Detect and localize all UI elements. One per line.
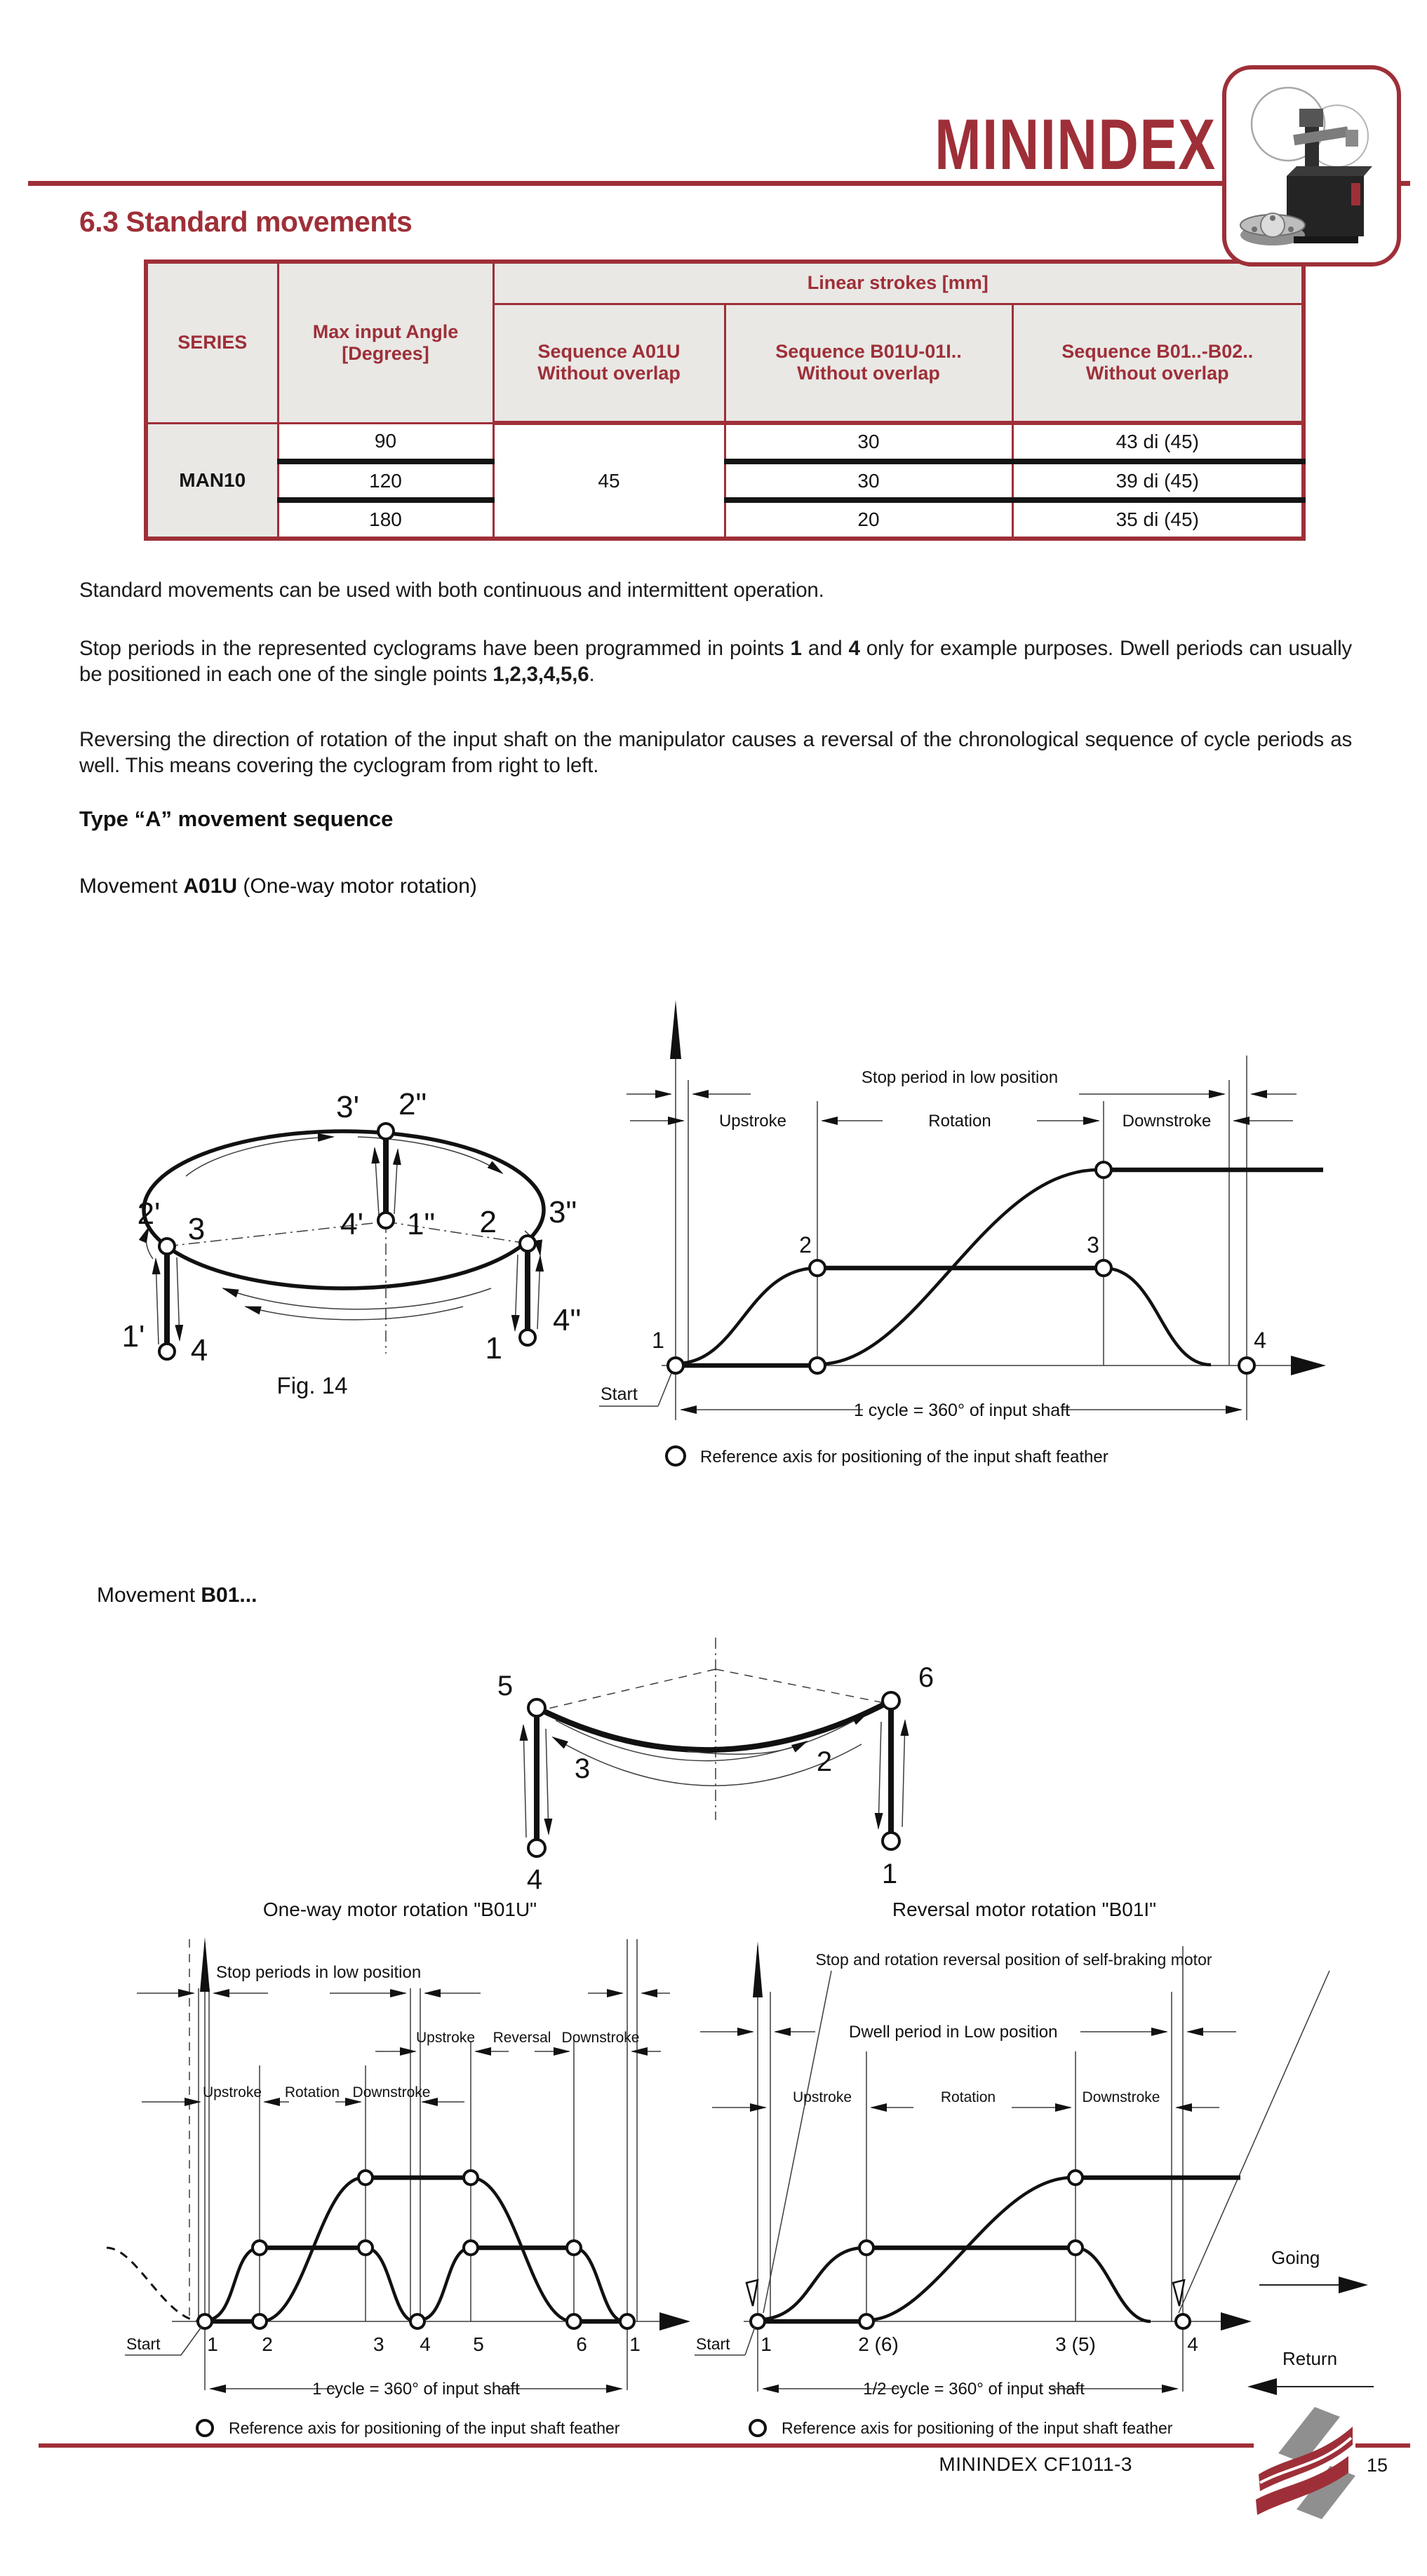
reference-axis-legend: Reference axis for positioning of the input shaft feather: [700, 1448, 1108, 1466]
upstroke-label: Upstroke: [718, 1112, 787, 1131]
fig14-label-4prime: 4': [340, 1207, 363, 1241]
col-header-b01-b02: Sequence B01..-B02.. Without overlap: [1012, 304, 1304, 423]
table-row: 180 20 35 di (45): [146, 500, 1304, 539]
point-4: 4: [420, 2333, 431, 2355]
col-header-series: SERIES: [146, 262, 278, 423]
downstroke-label: Downstroke: [1082, 2089, 1160, 2105]
movement-b01-line: Movement B01...: [97, 1584, 257, 1607]
indexing-machine-photo: [1226, 69, 1388, 254]
stop-periods-label: Stop periods in low position: [216, 1963, 422, 1982]
point-4: 4: [1187, 2333, 1198, 2355]
figb-label-6: 6: [918, 1662, 934, 1693]
col-header-a01u: Sequence A01U Without overlap: [493, 304, 725, 423]
figb-label-3: 3: [574, 1753, 591, 1784]
point-3: 3: [1087, 1232, 1099, 1257]
footer-rule: [39, 2443, 1254, 2448]
fig14-label-4dprime: 4": [553, 1303, 582, 1337]
downstroke-label: Downstroke: [352, 2084, 431, 2100]
product-photo-frame: [1222, 65, 1401, 267]
return-label: Return: [1282, 2348, 1338, 2369]
fig14-caption: Fig. 14: [276, 1373, 348, 1398]
fig14-label-1dprime: 1": [407, 1207, 436, 1241]
fig14-label-2: 2: [479, 1205, 497, 1239]
point-2-6: 2 (6): [858, 2333, 899, 2355]
b01u-cyclogram: [98, 1894, 744, 2455]
b01-swing-diagram: [477, 1631, 954, 1904]
point-6: 6: [576, 2333, 587, 2355]
paragraph-intro: Standard movements can be used with both continuous and intermittent operation.: [79, 578, 824, 602]
stop-period-label: Stop period in low position: [861, 1068, 1059, 1087]
fig14-label-2prime: 2': [137, 1196, 161, 1231]
downstroke2-label: Downstroke: [561, 2030, 640, 2046]
standard-movements-table: [144, 259, 1306, 541]
fig14-label-3: 3: [187, 1212, 206, 1246]
a01u-merged-cell: 45: [493, 423, 725, 539]
fig14-label-2dprime: 2": [398, 1087, 427, 1121]
rotation-label: Rotation: [928, 1112, 991, 1131]
point-5: 5: [473, 2333, 484, 2355]
downstroke-label: Downstroke: [1122, 1112, 1212, 1131]
horizontal-axis-arrow-icon: [1291, 1356, 1326, 1375]
return-arrow-icon: [1247, 2378, 1277, 2395]
table-row: MAN10 90 45 30 43 di (45): [146, 423, 1304, 461]
start-label: Start: [696, 2335, 730, 2353]
vertical-axis-arrow-icon: [670, 1000, 681, 1059]
stop-reversal-label: Stop and rotation reversal position of self-braking motor: [815, 1950, 1212, 1969]
horizontal-axis-arrow-icon: [1221, 2312, 1252, 2331]
b01i-title: Reversal motor rotation "B01I": [892, 1899, 1157, 1920]
vertical-axis-arrow-icon: [200, 1937, 210, 1992]
start-label: Start: [126, 2335, 161, 2353]
table-row: 120 30 39 di (45): [146, 461, 1304, 500]
half-cycle-dimension-label: 1/2 cycle = 360° of input shaft: [863, 2380, 1085, 2399]
figb-label-1: 1: [881, 1859, 898, 1889]
svg-text:3: 3: [373, 2333, 384, 2355]
point-3-5: 3 (5): [1055, 2333, 1096, 2355]
company-logo-icon: [1253, 2407, 1358, 2521]
paragraph-stop-periods: Stop periods in the represented cyclograms have been programmed in points 1 and 4 only for example purposes. Dwell periods can usually be positioned in each one of the single points 1,2,3,4,5,6.: [79, 636, 1352, 686]
footer-doc-code: MININDEX CF1011-3: [939, 2453, 1132, 2475]
movement-a01u-line: Movement A01U (One-way motor rotation): [79, 875, 477, 898]
fig14-label-3prime: 3': [336, 1090, 359, 1124]
going-arrow-icon: [1339, 2277, 1368, 2293]
reference-axis-legend: Reference axis for positioning of the input shaft feather: [229, 2419, 620, 2437]
vertical-axis-arrow-icon: [753, 1941, 763, 1997]
reversal-label: Reversal: [493, 2030, 551, 2046]
fig14-label-4: 4: [190, 1333, 208, 1368]
cycle-dimension-label: 1 cycle = 360° of input shaft: [312, 2380, 520, 2399]
a01u-cyclogram: [588, 989, 1423, 1480]
rotation-label: Rotation: [284, 2084, 340, 2100]
paragraph-reversing: Reversing the direction of rotation of the input shaft on the manipulator causes a reversal of the chronological sequence of cycle periods as well. This means covering the cyclogram from right to left.: [79, 727, 1352, 777]
b01u-title: One-way motor rotation "B01U": [262, 1899, 537, 1920]
point-1: 1: [207, 2333, 218, 2355]
fig14-label-1prime: 1': [121, 1319, 145, 1354]
figb-label-5: 5: [497, 1671, 514, 1701]
footer-page-number: 15: [1367, 2455, 1388, 2476]
fig14-rotary-table-diagram: [112, 1084, 603, 1448]
col-header-angle: Max input Angle [Degrees]: [278, 262, 493, 423]
col-header-b01u: Sequence B01U-01I.. Without overlap: [725, 304, 1012, 423]
point-1-end: 1: [629, 2333, 641, 2355]
cycle-dimension-label: 1 cycle = 360° of input shaft: [853, 1401, 1071, 1420]
point-4: 4: [1254, 1328, 1266, 1353]
brand-title: MININDEX: [934, 104, 1217, 184]
type-a-heading: Type “A” movement sequence: [79, 807, 394, 831]
figb-label-4: 4: [526, 1864, 543, 1895]
rotation-label: Rotation: [940, 2089, 996, 2105]
footer-rule-right: [1355, 2443, 1410, 2448]
upstroke-label: Upstroke: [792, 2089, 852, 2105]
page-title: 6.3 Standard movements: [79, 205, 413, 238]
fig14-label-1: 1: [485, 1331, 502, 1365]
group-header-linear-strokes: Linear strokes [mm]: [493, 262, 1304, 304]
point-2: 2: [262, 2333, 273, 2355]
fig14-label-3dprime: 3": [549, 1195, 577, 1229]
point-2: 2: [799, 1232, 812, 1257]
upstroke2-label: Upstroke: [415, 2030, 476, 2046]
point-1: 1: [652, 1328, 664, 1353]
dwell-period-label: Dwell period in Low position: [849, 2023, 1058, 2042]
going-label: Going: [1271, 2247, 1320, 2268]
point-1: 1: [761, 2333, 772, 2355]
b01i-cyclogram: [688, 1894, 1427, 2455]
reference-axis-legend: Reference axis for positioning of the input shaft feather: [782, 2419, 1173, 2437]
series-cell: MAN10: [146, 423, 278, 539]
reversal-marker-icon: [746, 2280, 758, 2306]
figb-label-2: 2: [816, 1746, 833, 1777]
start-label: Start: [601, 1384, 638, 1404]
upstroke-label: Upstroke: [202, 2084, 262, 2100]
horizontal-axis-arrow-icon: [659, 2312, 690, 2331]
